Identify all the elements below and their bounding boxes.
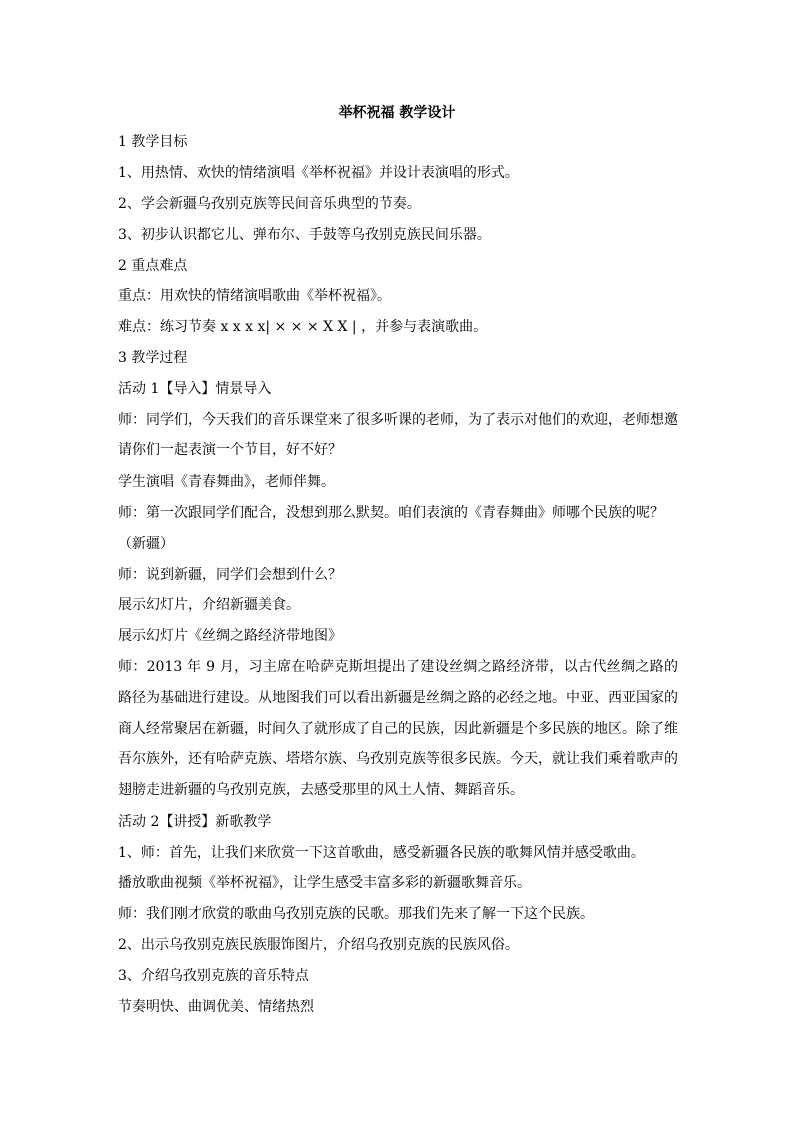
objective-1: 1、用热情、欢快的情绪演唱《举杯祝福》并设计表演唱的形式。 [118,164,519,181]
objective-3: 3、初步认识都它儿、弹布尔、手鼓等乌孜别克族民间乐器。 [118,226,491,243]
teacher-intro-paragraph: 师：同学们，今天我们的音乐课堂来了很多听课的老师，为了表示对他们的欢迎，老师想邀请你们一起表演一个节目，好不好？ [118,411,678,459]
teacher-folk-song-line: 师：我们刚才欣赏的歌曲乌孜别克族的民歌。那我们先来了解一下这个民族。 [118,906,594,923]
section-heading-process: 3 教学过程 [118,350,188,367]
student-performance-line: 学生演唱《青春舞曲》，老师伴舞。 [118,473,335,490]
document-title: 举杯祝福 教学设计 [338,105,456,121]
section-heading-objectives: 1 教学目标 [118,134,188,150]
music-features-line: 节奏明快、曲调优美、情绪热烈 [118,999,314,1016]
step-1-line: 1、师：首先，让我们来欣赏一下这首歌曲，感受新疆各民族的歌舞风情并感受歌曲。 [118,844,645,861]
slide-food-line: 展示幻灯片，介绍新疆美食。 [118,597,300,614]
section-heading-key-points: 2 重点难点 [118,257,188,274]
activity-1-heading: 活动 1【导入】情景导入 [118,381,272,398]
document-body [118,132,678,1028]
slide-map-line: 展示幻灯片《丝绸之路经济带地图》 [118,628,342,645]
objective-2: 2、学会新疆乌孜别克族等民间音乐典型的节奏。 [118,195,421,212]
key-point: 重点：用欢快的情绪演唱歌曲《举杯祝福》。 [118,288,391,305]
teacher-xinjiang-line: 师：说到新疆，同学们会想到什么？ [118,566,342,583]
answer-line: （新疆） [118,535,174,552]
play-video-line: 播放歌曲视频《举杯祝福》，让学生感受丰富多彩的新疆歌舞音乐。 [118,875,531,892]
difficult-point: 难点：练习节奏 x x x x| × × × X X | ，并参与表演歌曲。 [118,319,488,336]
teacher-question-line: 师：第一次跟同学们配合，没想到那么默契。咱们表演的《青春舞曲》师哪个民族的呢？ [118,504,664,521]
step-3-line: 3、介绍乌孜别克族的音乐特点 [118,968,309,985]
activity-2-heading: 活动 2【讲授】新歌教学 [118,813,272,830]
silk-road-paragraph: 师：2013 年 9 月，习主席在哈萨克斯坦提出了建设丝绸之路经济带，以古代丝绸之路的路径为基础进行建设。从地图我们可以看出新疆是丝绸之路的必经之地。中亚、西亚国家的商人经常聚居在新疆，时间久了就形成了自己的民族，因此新疆是个多民族的地区。除了维吾尔族外，还有哈萨克族、塔塔尔族、乌孜别克族等很多民族。今天，就让我们乘着歌声的翅膀走进新疆的乌孜别克族，去感受那里的风土人情、舞蹈音乐。 [118,658,678,799]
step-2-line: 2、出示乌孜别克族民族服饰图片，介绍乌孜别克族的民族风俗。 [118,937,519,954]
